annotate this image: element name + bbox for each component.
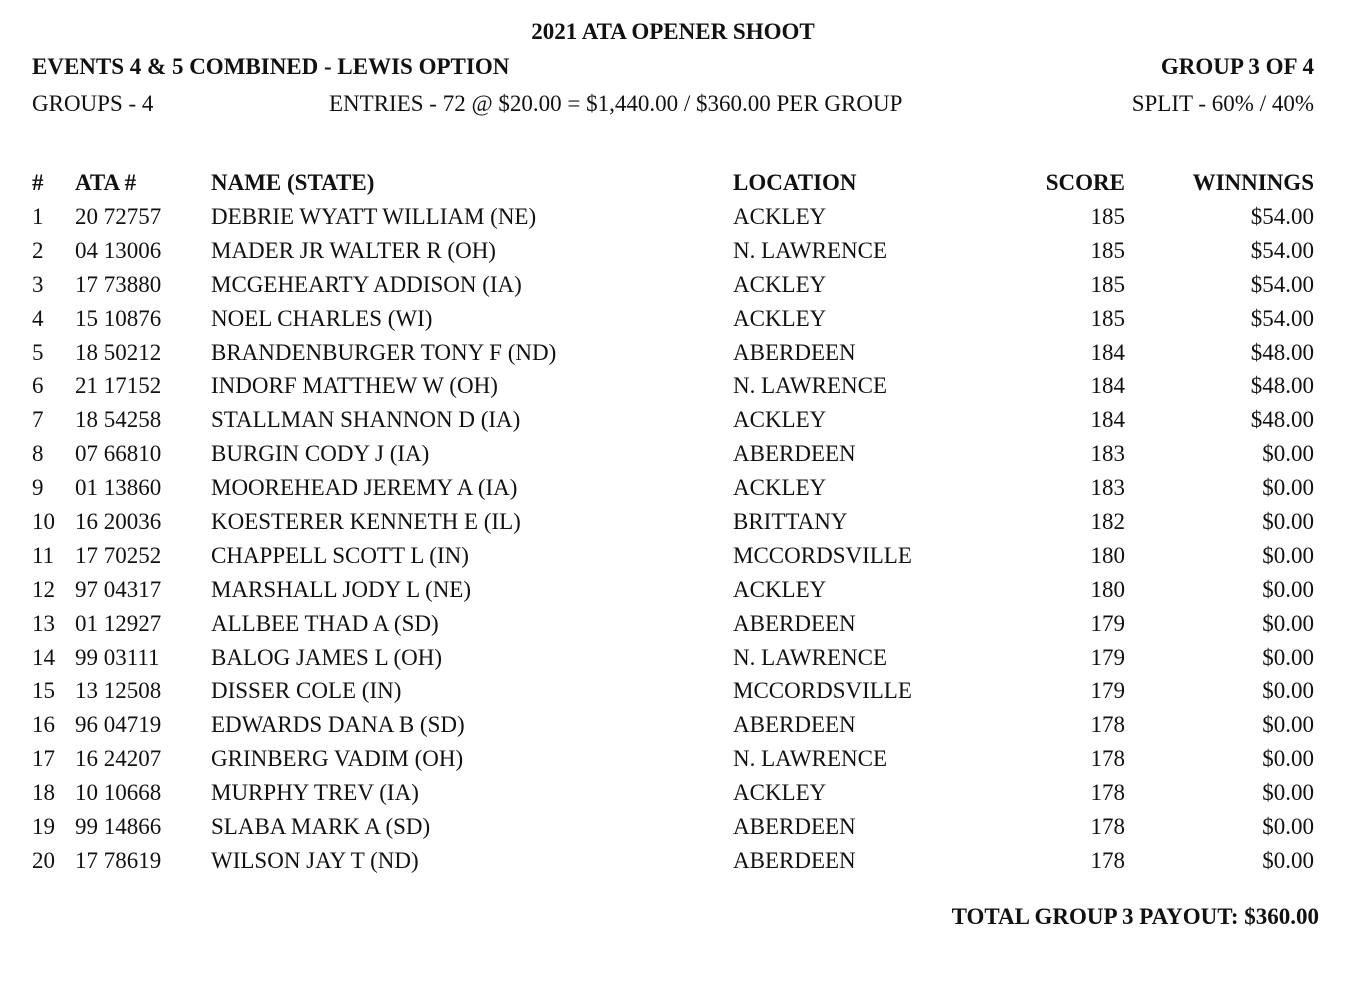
cell-winnings: $54.00: [1250, 204, 1314, 229]
cell-score: 178: [1090, 746, 1125, 772]
cell-ata-number: 01 12927: [75, 610, 162, 636]
cell-ata-number: 97 04317: [75, 576, 162, 602]
cell-location: N. LAWRENCE: [733, 237, 888, 263]
cell-score: 185: [1090, 204, 1125, 229]
table-header: [0, 170, 1363, 204]
cell-ata-number: 16 24207: [75, 746, 162, 772]
cell-location: ACKLEY: [733, 780, 827, 806]
cell-score: 180: [1090, 542, 1125, 568]
cell-name: BALOG JAMES L (OH): [211, 644, 443, 670]
table-row: [0, 340, 1363, 374]
payout-split: SPLIT - 60% / 40%: [1131, 91, 1314, 116]
cell-score: 184: [1090, 373, 1125, 399]
table-row: [0, 746, 1363, 780]
cell-location: ABERDEEN: [733, 814, 856, 840]
cell-score: 179: [1090, 644, 1125, 670]
cell-ata-number: 99 03111: [75, 644, 160, 670]
table-row: [0, 407, 1363, 441]
cell-location: N. LAWRENCE: [733, 644, 888, 670]
cell-number: 19: [32, 814, 55, 840]
cell-name: INDORF MATTHEW W (OH): [211, 373, 498, 399]
cell-score: 183: [1090, 475, 1125, 501]
cell-ata-number: 20 72757: [75, 204, 162, 229]
column-header-winnings: WINNINGS: [1192, 170, 1314, 195]
cell-winnings: $0.00: [1262, 644, 1314, 670]
table-row: [0, 509, 1363, 543]
cell-ata-number: 07 66810: [75, 441, 162, 467]
cell-ata-number: 01 13860: [75, 475, 162, 501]
table-row: [0, 780, 1363, 814]
cell-winnings: $0.00: [1262, 780, 1314, 806]
cell-number: 12: [32, 576, 55, 602]
cell-name: MURPHY TREV (IA): [211, 780, 419, 806]
table-row: [0, 645, 1363, 679]
cell-winnings: $0.00: [1262, 576, 1314, 602]
cell-location: N. LAWRENCE: [733, 746, 888, 772]
table-row: [0, 814, 1363, 848]
cell-name: STALLMAN SHANNON D (IA): [211, 407, 521, 433]
cell-score: 184: [1090, 339, 1125, 365]
cell-name: NOEL CHARLES (WI): [211, 305, 433, 331]
cell-name: BRANDENBURGER TONY F (ND): [211, 339, 557, 365]
cell-winnings: $0.00: [1262, 847, 1314, 873]
table-body: [0, 204, 1363, 882]
cell-score: 185: [1090, 237, 1125, 263]
cell-score: 185: [1090, 271, 1125, 297]
cell-location: ACKLEY: [733, 475, 827, 501]
cell-winnings: $0.00: [1262, 441, 1314, 467]
cell-score: 182: [1090, 509, 1125, 535]
column-header-score: SCORE: [1045, 170, 1125, 195]
table-row: [0, 238, 1363, 272]
cell-ata-number: 18 50212: [75, 339, 162, 365]
cell-number: 3: [32, 271, 44, 297]
cell-number: 8: [32, 441, 44, 467]
groups-count: GROUPS - 4: [32, 91, 154, 116]
cell-ata-number: 21 17152: [75, 373, 162, 399]
cell-winnings: $54.00: [1250, 237, 1314, 263]
cell-winnings: $0.00: [1262, 475, 1314, 501]
cell-number: 7: [32, 407, 44, 433]
cell-score: 179: [1090, 610, 1125, 636]
cell-ata-number: 96 04719: [75, 712, 162, 738]
cell-ata-number: 10 10668: [75, 780, 162, 806]
cell-number: 6: [32, 373, 44, 399]
cell-name: MCGEHEARTY ADDISON (IA): [211, 271, 522, 297]
cell-name: DISSER COLE (IN): [211, 678, 402, 704]
cell-name: ALLBEE THAD A (SD): [211, 610, 439, 636]
column-header-ata: ATA #: [75, 170, 137, 195]
table-row: [0, 475, 1363, 509]
cell-number: 1: [32, 204, 44, 229]
table-row: [0, 678, 1363, 712]
cell-winnings: $0.00: [1262, 814, 1314, 840]
cell-score: 178: [1090, 847, 1125, 873]
cell-location: MCCORDSVILLE: [733, 542, 912, 568]
total-payout: TOTAL GROUP 3 PAYOUT: $360.00: [951, 904, 1319, 929]
cell-name: EDWARDS DANA B (SD): [211, 712, 465, 738]
cell-ata-number: 17 73880: [75, 271, 162, 297]
cell-location: ABERDEEN: [733, 610, 856, 636]
group-label: GROUP 3 OF 4: [1160, 54, 1314, 79]
column-header-name: NAME (STATE): [211, 170, 375, 195]
cell-score: 178: [1090, 814, 1125, 840]
table-row: [0, 272, 1363, 306]
cell-score: 178: [1090, 712, 1125, 738]
cell-number: 10: [32, 509, 55, 535]
cell-name: KOESTERER KENNETH E (IL): [211, 509, 521, 535]
cell-winnings: $48.00: [1250, 407, 1314, 433]
page-title: 2021 ATA OPENER SHOOT: [531, 19, 815, 44]
cell-score: 180: [1090, 576, 1125, 602]
table-row: [0, 441, 1363, 475]
cell-number: 11: [32, 542, 55, 568]
results-table: [0, 170, 1363, 882]
cell-number: 2: [32, 237, 44, 263]
cell-name: CHAPPELL SCOTT L (IN): [211, 542, 469, 568]
cell-number: 17: [32, 746, 55, 772]
cell-winnings: $48.00: [1250, 373, 1314, 399]
cell-location: ACKLEY: [733, 407, 827, 433]
cell-ata-number: 18 54258: [75, 407, 162, 433]
event-title: EVENTS 4 & 5 COMBINED - LEWIS OPTION: [32, 54, 510, 79]
cell-winnings: $0.00: [1262, 746, 1314, 772]
cell-location: MCCORDSVILLE: [733, 678, 912, 704]
cell-winnings: $54.00: [1250, 305, 1314, 331]
cell-ata-number: 16 20036: [75, 509, 162, 535]
cell-number: 4: [32, 305, 44, 331]
cell-number: 18: [32, 780, 55, 806]
cell-name: MOOREHEAD JEREMY A (IA): [211, 475, 518, 501]
cell-ata-number: 13 12508: [75, 678, 162, 704]
cell-location: ABERDEEN: [733, 339, 856, 365]
cell-name: GRINBERG VADIM (OH): [211, 746, 464, 772]
cell-name: MARSHALL JODY L (NE): [211, 576, 472, 602]
cell-score: 184: [1090, 407, 1125, 433]
table-row: [0, 373, 1363, 407]
cell-number: 15: [32, 678, 55, 704]
table-row: [0, 712, 1363, 746]
cell-ata-number: 99 14866: [75, 814, 162, 840]
cell-name: WILSON JAY T (ND): [211, 847, 419, 873]
table-row: [0, 577, 1363, 611]
table-row: [0, 848, 1363, 882]
column-header-number: #: [32, 170, 44, 195]
cell-score: 185: [1090, 305, 1125, 331]
cell-winnings: $0.00: [1262, 712, 1314, 738]
cell-number: 16: [32, 712, 55, 738]
cell-location: ACKLEY: [733, 305, 827, 331]
cell-number: 13: [32, 610, 55, 636]
cell-location: BRITTANY: [733, 509, 848, 535]
cell-score: 179: [1090, 678, 1125, 704]
cell-name: MADER JR WALTER R (OH): [211, 237, 496, 263]
cell-ata-number: 17 70252: [75, 542, 162, 568]
entries-summary: ENTRIES - 72 @ $20.00 = $1,440.00 / $360.00 PER GROUP: [329, 91, 903, 116]
cell-winnings: $48.00: [1250, 339, 1314, 365]
table-row: [0, 306, 1363, 340]
cell-winnings: $0.00: [1262, 542, 1314, 568]
cell-score: 183: [1090, 441, 1125, 467]
cell-ata-number: 17 78619: [75, 847, 162, 873]
column-header-location: LOCATION: [733, 170, 857, 195]
cell-location: ACKLEY: [733, 204, 827, 229]
cell-name: DEBRIE WYATT WILLIAM (NE): [211, 204, 537, 229]
cell-ata-number: 04 13006: [75, 237, 162, 263]
cell-number: 20: [32, 847, 55, 873]
cell-winnings: $0.00: [1262, 509, 1314, 535]
cell-name: BURGIN CODY J (IA): [211, 441, 430, 467]
cell-winnings: $0.00: [1262, 610, 1314, 636]
table-row: [0, 543, 1363, 577]
cell-number: 9: [32, 475, 44, 501]
table-row: [0, 204, 1363, 238]
cell-winnings: $0.00: [1262, 678, 1314, 704]
cell-name: SLABA MARK A (SD): [211, 814, 431, 840]
cell-location: ABERDEEN: [733, 847, 856, 873]
cell-location: N. LAWRENCE: [733, 373, 888, 399]
cell-ata-number: 15 10876: [75, 305, 162, 331]
cell-winnings: $54.00: [1250, 271, 1314, 297]
table-row: [0, 611, 1363, 645]
cell-location: ACKLEY: [733, 271, 827, 297]
cell-location: ACKLEY: [733, 576, 827, 602]
cell-number: 14: [32, 644, 55, 670]
cell-location: ABERDEEN: [733, 441, 856, 467]
cell-score: 178: [1090, 780, 1125, 806]
cell-number: 5: [32, 339, 44, 365]
cell-location: ABERDEEN: [733, 712, 856, 738]
